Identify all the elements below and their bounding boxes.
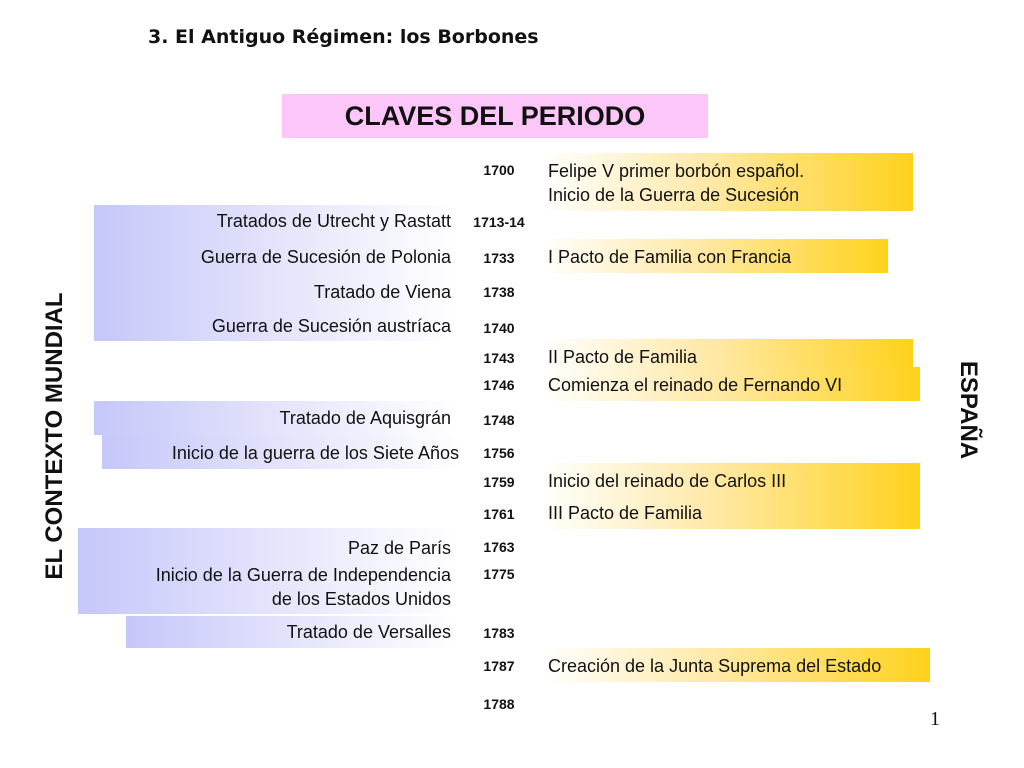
- year-label: 1743: [483, 350, 515, 366]
- year-label: 1763: [483, 539, 515, 555]
- slide-title: CLAVES DEL PERIODO: [282, 94, 708, 138]
- world-event-text: Inicio de la guerra de los Siete Años: [171, 443, 459, 463]
- year-label: 1746: [483, 377, 515, 393]
- world-event-text: Paz de París: [347, 538, 451, 558]
- world-event-text: Inicio de la Guerra de Independencia: [155, 565, 451, 585]
- spain-event-text: Creación de la Junta Suprema del Estado: [548, 656, 882, 676]
- world-event-text: Guerra de Sucesión de Polonia: [200, 247, 451, 267]
- year-label: 1788: [483, 696, 515, 712]
- spain-event-text: I Pacto de Familia con Francia: [548, 247, 792, 267]
- year-label: 1756: [483, 445, 515, 461]
- slide-subtitle: 3. El Antiguo Régimen: los Borbones: [148, 26, 539, 48]
- world-event-text: Tratado de Aquisgrán: [279, 408, 451, 428]
- world-event-text: Tratado de Viena: [313, 282, 451, 302]
- year-label: 1783: [483, 625, 515, 641]
- spain-event-text: Inicio del reinado de Carlos III: [548, 471, 787, 491]
- world-event-text: Tratado de Versalles: [286, 622, 451, 642]
- spain-label: ESPAÑA: [955, 360, 982, 460]
- spain-event-text: Comienza el reinado de Fernando VI: [548, 375, 843, 395]
- world-event-text: Guerra de Sucesión austríaca: [211, 316, 451, 336]
- spain-event-text: Inicio de la Guerra de Sucesión: [548, 185, 800, 205]
- year-label: 1761: [483, 506, 515, 522]
- page-number: 1: [930, 708, 940, 730]
- year-label: 1759: [483, 474, 515, 490]
- year-label: 1787: [483, 658, 515, 674]
- world-event-text: de los Estados Unidos: [271, 589, 451, 609]
- year-label: 1740: [483, 320, 515, 336]
- year-label: 1738: [483, 284, 515, 300]
- spain-event-text: Felipe V primer borbón español.: [548, 161, 805, 181]
- spain-event-text: II Pacto de Familia: [548, 347, 698, 367]
- year-label: 1733: [483, 250, 515, 266]
- world-context-label: EL CONTEXTO MUNDIAL: [41, 292, 68, 580]
- year-label: 1713-14: [473, 214, 525, 230]
- year-label: 1775: [483, 566, 515, 582]
- year-label: 1748: [483, 412, 515, 428]
- year-label: 1700: [483, 162, 515, 178]
- world-event-text: Tratados de Utrecht y Rastatt: [216, 211, 451, 231]
- spain-event-text: III Pacto de Familia: [548, 503, 703, 523]
